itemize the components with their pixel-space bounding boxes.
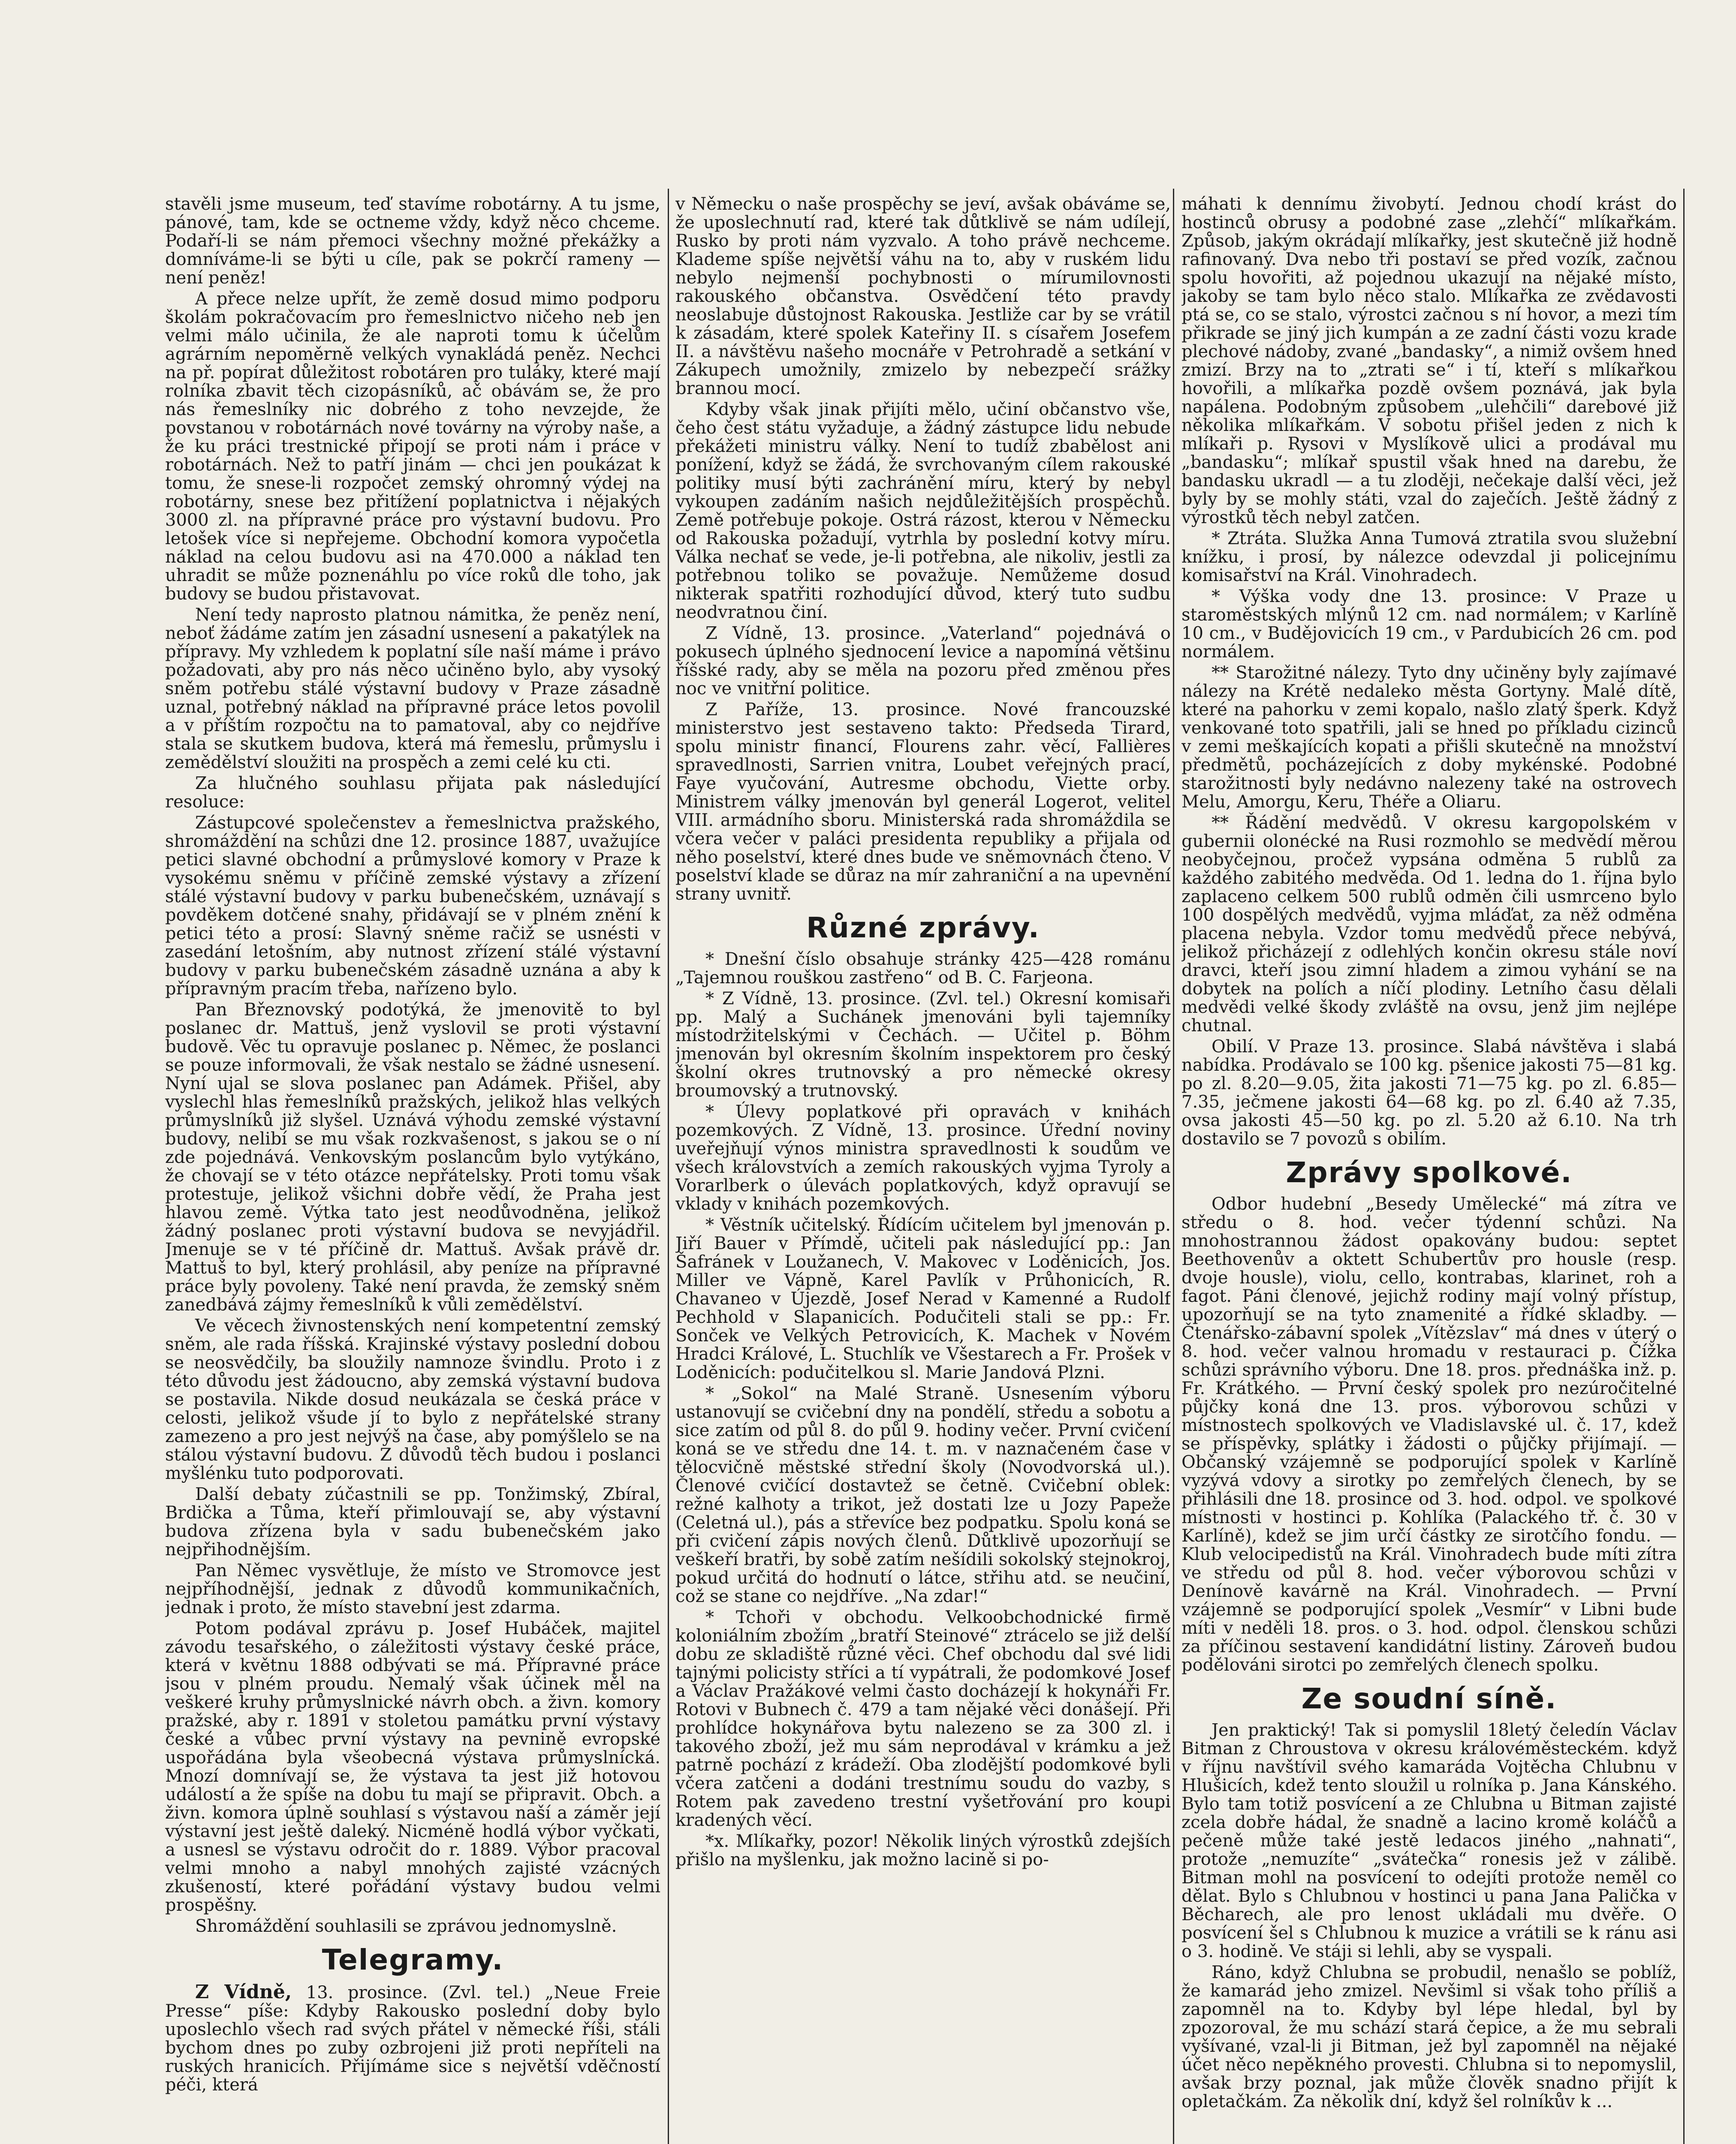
paragraph: Obilí. V Praze 13. prosince. Slabá návštěva i slabá nabídka. Prodávalo se 100 kg. pšenice jakosti 75—81 kg. po zl. 8.20—9.05, žita jakosti 71—75 kg. po zl. 6.85—7.35, ječmene jakosti 64—68 kg. po zl. 6.40 až 7.35, ovsa jakosti 45—50 kg. po zl. 5.20 až 6.10. Na trh dostavilo se 7 povozů s obilím. — [1181, 1037, 1677, 1149]
paragraph: Ve věcech živnostenských není kompetentní zemský sněm, ale rada říšská. Krajinské výstavy poslední dobou se neosvědčily, ba sloužily namnoze švindlu. Proto i z této důvodu jest žádoucno, aby zemská výstavní budova se postavila. Nikde dosud neukázala se česká práce v celosti, jelikož všude jí to bylo z nepřátelské strany zamezeno a pro jest nejvýš na čase, aby pomýšlelo se na stálou výstavní budovu. Z důvodů těch budou i poslanci myšlénku tuto podporovati. — [165, 1316, 660, 1483]
paragraph: Za hlučného souhlasu přijata pak následující resoluce: — [165, 774, 660, 812]
paragraph: Kdyby však jinak přijíti mělo, učiní občanstvo vše, čeho čest státu vyžaduje, a žádný zástupce lidu nebude překážeti ministru války. Není to tudíž zbabělost ani ponížení, když se žádá, že svrchovaným cílem rakouské politiky musí býti zachránění míru, který by nebyl vykoupen zadáním našich nejdůležitějších prospěchů. Země potřebuje pokoje. Ostrá rázost, kterou v Německu od Rakouska požadují, vytrhla by poslední kotvy míru. Válka nechať se vede, je-li potřebna, ale nikoliv, jestli za potřebnou toliko se považuje. Nemůžeme dosud nikterak spatřiti rozhodující důvod, který tuto sudbu neodvratnou činí. — [675, 400, 1171, 622]
column-right — [1181, 195, 1677, 2144]
section-heading-news: Různé zprávy. — [806, 911, 1040, 944]
paragraph: Potom podával zprávu p. Josef Hubáček, majitel závodu tesařského, o záležitosti výstavy české práce, která v květnu 1888 odbývati se má. Přípravné práce jsou v plném proudu. Nemalý však účinek měl na veškeré kruhy průmyslnické návrh obch. a živn. komory pražské, aby r. 1891 v stoletou památku první výstavy české a vůbec první výstavy na pevnině evropské uspořádána byla všeobecná výstava průmyslnícká. Mnozí domnívají se, že výstava ta jest již hotovou událostí a že spíše na dobu tu mají se připravit. Obch. a živn. komora úplně souhlasí s výstavou naší a záměr její výstavní jest ještě daleký. Nicméně hodlá výbor vyčkati, a usnesl se výstavu odročit do r. 1889. Výbor pracoval velmi mnoho a nabyl mnohých zajisté vzácných zkušeností, které pořádání výstavy budou velmi prospěšny. — [165, 1619, 660, 1915]
telegram-paragraph — [165, 1982, 660, 2094]
court-item: Jen praktický! Tak si pomyslil 18letý čeledín Václav Bitman z Chroustova v okresu královéměsteckém. když v říjnu navštívil svého kamaráda Vojtěcha Chlubnu v Hlušicích, kdež tento sloužil u rolníka p. Jana Kánského. Bylo tam totiž posvícení a ze Chlubna u Bitman zajisté zcela dobře hádal, že snadně a lacino kromě koláčů a pečeně může také jestě ledacos jiného „nahnati“, protože „nemuzíte“ „svátečka“ ronesis jež v zálibě. Bitman mohl na posvícení to odejíti protože neměl co dělat. Bylo s Chlubnou v hostinci u pana Jana Palička v Běcharech, ale pro lenost ukládali mu dvěře. O posvícení šel s Chlubnou k muzice a vrátili se k ránu asi o 3. hodině. Ve stáji si lehli, aby se vyspali. — [1181, 1720, 1677, 1961]
paragraph: Pan Němec vysvětluje, že místo ve Stromovce jest nejpříhodnější, jednak z důvodů kommunikačních, jednak i proto, že místo stavební jest zdarma. — [165, 1561, 660, 1617]
news-item: * Dnešní číslo obsahuje stránky 425—428 románu „Tajemnou rouškou zastřeno“ od B. C. Farjeona. — [675, 949, 1171, 988]
column-middle — [675, 195, 1171, 2144]
column-divider — [1173, 189, 1174, 2144]
paragraph: Shromáždění souhlasili se zprávou jednomyslně. — [195, 1916, 617, 1936]
paragraph: Další debaty zúčastnili se pp. Tonžimský, Zbíral, Brdička a Tůma, kteří přimlouvají se, aby výstavní budova zřízena byla v sadu bubenečském jako nejpřihodnějším. — [165, 1485, 660, 1560]
news-item: * Úlevy poplatkové při opravách v knihách pozemkových. Z Vídně, 13. prosince. Úřední noviny uveřejňují výnos ministra spravedlnosti k soudům ve všech královstvích a zemích rakouských vyjma Tyroly a Vorarlberk o úlevách poplatkových, když opravují se vklady v knihách pozemkových. — [675, 1102, 1171, 1214]
section-heading-telegrams: Telegramy. — [322, 1943, 504, 1976]
paragraph: v Německu o naše prospěchy se jeví, avšak obáváme se, že uposlechnutí rad, které tak důtklivě se nám udílejí, Rusko by proti nám vyzvalo. A toho právě nechceme. Klademe spíše největší váhu na to, aby v ruském lidu nebylo nejmenší pochybnosti o mírumilovnosti rakouského občanstva. Osvědčení této pravdy neoslabuje důstojnost Rakouska. Jestliže car by se vrátil k zásadám, které spolek Kateřiny II. s císařem Josefem II. a návštěvu našeho mocnáře v Petrohradě a setkání v Zákupech umožnily, zmizelo by nebezpečí srážky brannou mocí. — [675, 195, 1171, 398]
column-left — [165, 195, 660, 2144]
paragraph: Z Paříže, 13. prosince. Nové francouzské ministerstvo jest sestaveno takto: Předseda Tirard, spolu ministr financí, Flourens zahr. věcí, Fallières spravedlnosti, Sarrien vnitra, Loubet veřejných prací, Faye vyučování, Autresme obchodu, Viette orby. Ministrem války jmenován byl generál Logerot, velitel VIII. armádního sboru. Ministerská rada shromáždila se včera večer v paláci presidenta republiky a přijala od něho poselství, které dnes bude ve sněmovnách čteno. V poselství klade se důraz na mír zahraniční a na upevnění strany uvnitř. — [675, 700, 1171, 904]
section-heading-court: Ze soudní síně. — [1301, 1682, 1557, 1715]
paragraph: Zástupcové společenstev a řemeslnictva pražského, shromáždění na schůzi dne 12. prosince 1887, uvažujíce petici slavné obchodní a průmyslové komory v Praze k vysokému sněmu v příčině zemské výstavy a zřízení stálé výstavní budovy v parku bubenečském, uznávají s povděkem dotčené snahy, přidávají se v plném znění k petici této a prosí: Slavný sněme račiž se usnésti v zasedání letošním, aby nutnost zřízení stálé výstavní budovy v parku bubenečském zásadně uznána a aby k přípravným pracím třeba, nařízeno bylo. — [165, 813, 660, 999]
paragraph: ** Starožitné nálezy. Tyto dny učiněny byly zajímavé nálezy na Krétě nedaleko města Gortyny. Malé dítě, které na pahorku v zemi kopalo, našlo zlatý šperk. Když venkované toto spatřili, jali se hned po příkladu cizinců v zemi meškajících kopati a přišli skutečně na množství předmětů, pocházejících z doby mykénské. Podobné starožitnosti byly nedávno nalezeny také na ostrovech Melu, Amorgu, Keru, Théře a Oliaru. — [1181, 663, 1677, 812]
section-heading-associations: Zprávy spolkové. — [1286, 1156, 1573, 1189]
association-item: Odbor hudební „Besedy Umělecké“ má zítra ve středu o 8. hod. večer týdenní schůzi. Na mnohostrannou žádost opakovány budou: septet Beethovenův a oktett Schubertův pro housle (resp. dvoje housle), violu, cello, kontrabas, klarinet, roh a fagot. Páni členové, jejichž rodiny mají volný přístup, upozorňují se na tyto znamenité a řídké skladby. — Čtenářsko-zábavní spolek „Vítězslav“ má dnes v úterý o 8. hod. večer valnou hromadu v restauraci p. Čížka schůzi správního výboru. Dne 18. pros. přednáška inž. p. Fr. Krátkého. — První český spolek pro nezúročitelné půjčky koná dne 13. pros. výborovou schůzi v místnostech spolkových ve Vladislavské ul. č. 17, kdež se příspěvky, splátky i žádosti o půjčky přijímají. — Občanský vzájemně se podporující spolek v Karlíně vyzývá vdovy a sirotky po zemřelých členech, by se přihlásili dne 18. prosince od 3. hod. odpol. ve spolkové místnosti v hostinci p. Kohlíka (Palackého tř. č. 30 v Karlíně), kdež se jim určí částky ze sirotčího fondu. — Klub velocipedistů na Král. Vinohradech bude míti zítra ve středu od půl 8. hod. večer výborovou schůzi v Denínově kavárně na Král. Vinohradech. — První vzájemně se podporující spolek „Vesmír“ v Libni bude míti v neděli 18. pros. o 3. hod. odpol. členskou schůzi za příčinou sestavení kandidátní listiny. Zároveň budou podělováni sirotci po zemřelých členech spolku. — [1181, 1194, 1677, 1675]
paragraph: stavěli jsme museum, teď stavíme robotárny. A tu jsme, pánové, tam, kde se octneme vždy, když něco chceme. Podaří-li se nám přemoci všechny možné překážky a domníváme-li se býti u cíle, pak se pokrčí rameny — není peněz! — [165, 195, 660, 288]
paragraph: Z Vídně, 13. prosince. „Vaterland“ pojednává o pokusech úplného sjednocení levice a napomíná většinu říšské rady, aby se měla na pozoru před změnou přes noc ve vnitřní politice. — [675, 623, 1171, 699]
paragraph: máhati k dennímu živobytí. Jednou chodí krást do hostinců obrusy a podobné zase „zlehčí“ mlíkařkám. Způsob, jakým okrádají mlíkařky, jest skutečně již hodně rafinovaný. Dva nebo tři postaví se před vozík, začnou spolu hovořiti, až pojednou ukazují na nějaké místo, jakoby se tam bylo něco stalo. Mlíkařka ze zvědavosti ptá se, co se stalo, výrostci začnou s ní hovor, a mezi tím přikrade se jiný jich kumpán a ze zadní části vozu krade plechové nádoby, zvané „bandasky“, a nimiž ovšem hned zmizí. Brzy na to „ztrati se“ i tí, kteří s mlíkařkou hovořili, a mlíkařka pozdě ovšem poznává, jak byla napálena. Podobným způsobem „ulehčili“ darebové již několika mlíkařkám. V sobotu přišel jeden z nich k mlíkaři p. Rysovi v Myslíkově ulici a prodával mu „bandasku“; mlíkař spustil však hned na darebu, že bandasku ukradl — a tu zloději, nečekaje další věci, jež byly by se mohly státi, vzal do zaječích. Ještě žádný z výrostků těch nebyl zatčen. — [1181, 195, 1677, 527]
paragraph: ** Řádění medvědů. V okresu kargopolském v gubernii olonécké na Rusi rozmohlo se medvědí měrou neobyčejnou, pročež vypsána odměna 5 rublů za každého zabitého medvěda. Od 1. ledna do 1. října bylo zaplaceno celkem 500 rublů odměn čili usmrceno bylo 100 dospělých medvědů, vyjma mláďat, za něž odměna placena nebyla. Vzdor tomu medvědů přece nebývá, jelikož přicházejí z odlehlých končin okresu stále noví dravci, kteří jsou zimní hladem a zimou vyhání se na dobytek na polích a níčí plodiny. Letního času dělali medvědi velké škody zvláště na ovsu, jenž jim nejlépe chutnal. — [1181, 813, 1677, 1036]
news-item: * Z Vídně, 13. prosince. (Zvl. tel.) Okresní komisaři pp. Malý a Suchánek jmenováni byli tajemníky místodržitelskými v Čechách. — Učitel p. Böhm jmenován byl okresním školním inspektorem pro český školní okres trutnovský a pro německé okresy broumovský a trutnovský. — [675, 989, 1171, 1101]
paragraph: A přece nelze upřít, že země dosud mimo podporu školám pokračovacím pro řemeslnictvo ničeho neb jen velmi málo učinila, že ale naproti tomu k účelům agrárním nepoměrně velkých vynakládá peněz. Nechci na př. popírat důležitost robotáren pro tuláky, které mají rolníka zbavit těch cizopásníků, ač obávám se, že pro nás řemeslníky nic dobrého z toho nevzejde, že povstanou v robotárnách nové továrny na výroby naše, a že ku práci trestnické připojí se proti nám i práce v robotárnách. Než to patří jinám — chci jen poukázat k tomu, že snese-li rozpočet zemský ohromný výdej na robotárny, snese bez přitížení poplatnictva i nějakých 3000 zl. na přípravné práce pro výstavní budovu. Pro letošek více si nepřejeme. Obchodní komora vypočetla náklad na celou budovu asi na 470.000 a náklad ten uhradit se může poznenáhlu po více roků dle toho, jak budovy se budou přistavovat. — [165, 289, 660, 604]
column-divider — [668, 189, 669, 2144]
paragraph: * Výška vody dne 13. prosince: V Praze u staroměstských mlýnů 12 cm. nad normálem; v Karlíně 10 cm., v Budějovicích 19 cm., v Pardubicích 26 cm. pod normálem. — [1181, 587, 1677, 662]
column-divider — [1683, 189, 1685, 2144]
telegram-text: 13. prosince. (Zvl. tel.) „Neue Freie Presse“ píše: Kdyby Rakousko poslední doby bylo uposlechlo všech rad svých přátel v německé říši, stáli bychom dnes po zuby ozbrojeni již proti nepříteli na ruských hranicích. Přijímáme sice s největší vděčností péči, která — [165, 1983, 660, 2095]
dateline: Z Vídně, — [195, 1981, 292, 2003]
news-item: * „Sokol“ na Malé Straně. Usnesením výboru ustanovují se cvičební dny na pondělí, středu a sobotu a sice zatím od půl 8. do půl 9. hodiny večer. První cvičení koná se ve středu dne 14. t. m. v naznačeném čase v tělocvičně městské střední školy (Novodvorská ul.). Členové cvičící dostavtež se četně. Cvičební oblek: režné kalhoty a trikot, jež dostati lze u Jozy Papeže (Celetná ul.), pás a střevíce bez podpatku. Spolu koná se při cvičení zápis nových členů. Důtklivě upozorňují se veškeří bratři, by sobě zatím nešídili sokolský stejnokroj, pokud určitá do hodnutí o látce, střihu atd. se neučiní, což se stane co nejdříve. „Na zdar!“ — [675, 1384, 1171, 1606]
paragraph: * Ztráta. Služka Anna Tumová ztratila svou služební knížku, i prosí, by nálezce odevzdal ji policejnímu komisařství na Král. Vinohradech. — [1181, 529, 1677, 585]
paragraph: Není tedy naprosto platnou námitka, že peněz není, neboť žádáme zatím jen zásadní usnesení a pakatýlek na přípravy. My vzhledem k poplatní síle naší máme i právo požadovati, aby pro nás něco učiněno bylo, aby vysoký sněm potřebu stálé výstavní budovy v Praze zásadně uznal, potřebný náklad na přípravné práce letos povolil a v příštím rozpočtu na to pamatoval, aby co nejdříve stala se skutkem budova, která má řemeslu, průmyslu i zemědělství sloužiti na prospěch a zemi celé ku cti. — [165, 605, 660, 772]
news-item: *x. Mlíkařky, pozor! Několik liných výrostků zdejších přišlo na myšlenku, jak možno lacině si po- — [675, 1831, 1171, 1870]
news-item: * Tchoři v obchodu. Velkoobchodnické firmě koloniálním zbožím „bratří Steinové“ ztrácelo se již delší dobu ze skladiště různé věci. Chef obchodu dal své lidi tajnými policisty stříci a tí vypátrali, že podomkové Josef a Václav Pražákové velmi často docházejí k hokynáři Fr. Rotovi v Bubnech č. 479 a tam nějaké věci donášejí. Při prohlídce hokynářova bytu nalezeno se za 300 zl. i takového zboží, jež mu sám neprodával v krámku a jež patrně pochází z krádeží. Oba zlodějští podomkové byli včera zatčeni a dodáni trestnímu soudu do vazby, s Rotem pak zavedeno trestní vyšetřování pro koupi kradených věcí. — [675, 1608, 1171, 1830]
paragraph: Pan Březnovský podotýká, že jmenovitě to byl poslanec dr. Mattuš, jenž vyslovil se proti výstavní budově. Věc tu opravuje poslanec p. Němec, že poslanci se pouze informovali, že však nestalo se žádné usnesení. Nyní ujal se slova poslanec pan Adámek. Přišel, aby vyslechl hlas řemeslníků pražských, jelikož hlas velkých průmyslníků již slyšel. Uznává výhodu zemské výstavní budovy, nelibí se mu však rozkvašenost, s jakou se o ní zde pojednává. Venkovským poslancům bylo vytýkáno, že chovají se v této otázce nepřátelsky. Proti tomu však protestuje, jelikož všichni dobře vědí, že Praha jest hlavou země. Výtka tato jest neodůvodněna, jelikož žádný poslanec proti výstavní budova se nevyjádřil. Jmenuje se v té příčině dr. Mattuš. Avšak právě dr. Mattuš to byl, který prohlásil, aby peníze na přípravné práce byly povoleny. Také není pravda, že zemský sněm zanedbává zájmy řemeslníků k vůli zemědělství. — [165, 1000, 660, 1315]
news-item: * Věstník učitelský. Řídícím učitelem byl jmenován p. Jiří Bauer v Přímdě, učiteli pak následující pp.: Jan Šafránek v Loužanech, V. Makovec v Loděnicích, Jos. Miller ve Vápně, Karel Pavlík v Průhonicích, R. Chavaneo v Újezdě, Josef Nerad v Kamenné a Rudolf Pechhold v Slapanicích. Podučiteli stali se pp.: Fr. Sonček ve Velkých Petrovicích, K. Machek v Novém Hradci Králové, L. Stuchlík ve Všestarech a Fr. Prošek v Loděnicích: podučitelkou sl. Marie Jandová Plzni. — [675, 1215, 1171, 1382]
court-item: Ráno, když Chlubna se probudil, nenašlo se poblíž, že kamarád jeho zmizel. Nevšiml si však toho příliš a zapomněl na to. Kdyby byl lépe hledal, byl by zpozoroval, že mu schází stará čepice, a že mu sebrali vyšívané, vzal-li ji Bitman, jež byl zapomněl na nějaké účet něco nepěkného provesti. Chlubna si to nepomyslil, avšak brzy poznal, jak může člověk snadno přijít k opletačkám. Za několik dní, když šel rolníkův k ... — [1181, 1963, 1677, 2111]
